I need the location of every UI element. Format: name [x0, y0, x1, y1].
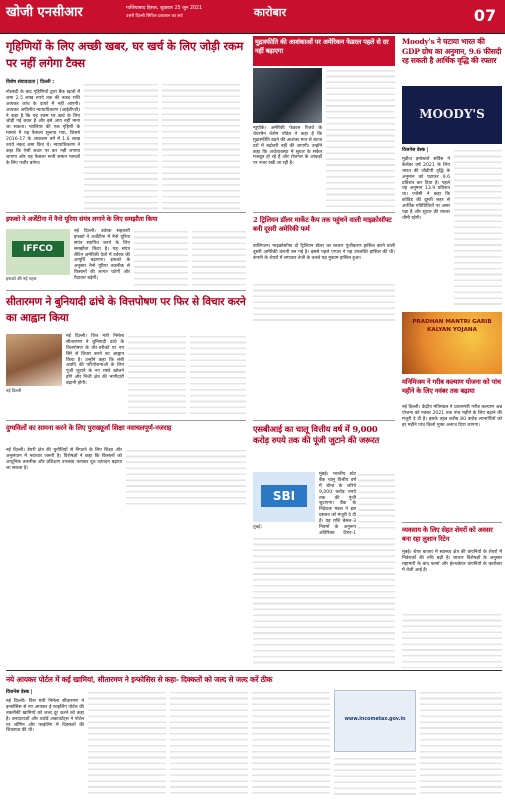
divider-sbi — [253, 420, 395, 421]
iffco-caption: इफको की नई पहल — [6, 277, 37, 282]
text-placeholder — [126, 448, 246, 508]
text-placeholder — [192, 229, 246, 287]
text-placeholder — [84, 82, 158, 210]
welfare-photo — [402, 312, 502, 374]
fed-headline: मुद्रास्फीति की आशंकाओं पर अमेरिकन फेडरल पहले से दर नहीं बढ़ाएगा — [255, 38, 389, 55]
welfare-headline: मनिमिजम ने गरीब कल्याण योजना को पांच महीने के लिए नवंबर तक बढ़ाया — [402, 378, 501, 395]
text-placeholder — [162, 82, 240, 210]
sitharaman-photo — [6, 334, 62, 386]
dairy-body-col-2 — [126, 448, 246, 508]
masthead-tagline: उत्तरी दिल्ली सिविल प्रकाशन का सर्व — [126, 14, 183, 19]
portal-body: नई दिल्ली। वित्त मंत्री निर्मला सीतारमण ने इन्फोसिस से नए आयकर ई-फाइलिंग पोर्टल की तकनीकी खामियों को जल्द दूर करने को कहा है। करदाताओं और चार्टर्ड अकाउंटेंट्स ने पोर्टल पर लॉगिन और फाइलिंग में दिक्कतों की शिकायत की थी। — [6, 699, 84, 734]
divider-sitharaman — [6, 290, 246, 291]
welfare-banner-text: PRADHAN MANTRI GARIB KALYAN YOJANA — [412, 319, 492, 333]
billionaires-body: वाशिंगटन। माइक्रोसॉफ्ट दो ट्रिलियन डॉलर का बाजार पूंजीकरण हासिल करने वाली दूसरी अमेरिकी कंपनी बन गई है। इससे पहले एप्पल ने यह उपलब्धि हासिल की थी। कंपनी के शेयरों में लगातार तेजी के चलते यह मुकाम हासिल हुआ। — [253, 244, 395, 261]
eggs-body: मुंबई। शेयर बाजार में स्वास्थ्य क्षेत्र की कंपनियों के शेयरों में निवेशकों की रुचि बढ़ी है। बाजार विशेषज्ञों के अनुसार महामारी के बाद फार्मा और हेल्थकेयर कंपनियों के कारोबार में तेजी आई है। — [402, 550, 502, 573]
fed-body-col-1 — [253, 126, 322, 208]
moodys-body-col-1 — [402, 157, 450, 307]
text-placeholder — [420, 690, 502, 797]
text-placeholder — [358, 472, 395, 532]
portal-body-col-5 — [334, 756, 416, 797]
tax-body-col-3 — [162, 82, 240, 210]
sitharaman-body: नई दिल्ली। वित्त मंत्री निर्मला सीतारमण ने बुनियादी ढांचे के वित्तपोषण के तौर-तरीकों पर नए सिरे से विचार करने का आह्वान किया है। उन्होंने कहा कि लंबी अवधि की परियोजनाओं के लिए पूंजी जुटाने के नए रास्ते खोजने होंगे और निजी क्षेत्र की भागीदारी बढ़ानी होगी। — [66, 334, 124, 386]
tax-body: नोटबंदी के बाद गृहिणियों द्वारा बैंक खातों में जमा 2.5 लाख रुपये तक की नकद राशि आयकर जांच के दायरे में नहीं आएगी। आयकर अपीलीय न्यायाधिकरण (आईटीएटी) ने कहा है कि यह रकम घर खर्च के लिए जोड़ी गई बचत है और इसे आय नहीं माना जा सकता। ग्वालियर की एक गृहिणी के मामले में यह फैसला सुनाया गया, जिसने 2016-17 के आकलन वर्ष में 1.6 लाख रुपये नकद जमा किए थे। न्यायाधिकरण ने कहा कि ऐसी बचत पर कर नहीं लगाया जाएगा और यह फैसला सभी समान मामलों के लिए नजीर बनेगा। — [6, 90, 80, 166]
eggs-body-col-2 — [402, 612, 502, 668]
masthead-date: गाजियाबाद हिसार, शुक्रवार 25 जून 2021 — [126, 6, 203, 11]
sitharaman-body-col-1 — [66, 334, 124, 414]
text-placeholder — [134, 229, 188, 287]
portal-web-url: www.incometax.gov.in — [344, 717, 406, 722]
sitharaman-body-col-2 — [128, 334, 186, 414]
portal-body-col-3 — [170, 690, 248, 797]
tax-headline: गृहिणियों के लिए अच्छी खबर, घर खर्च के लिए जोड़ी रकम पर नहीं लगेगा टैक्स — [6, 39, 244, 70]
iffco-body-col-1 — [74, 229, 130, 287]
dairy-headline: दुग्धविलों का सामना करने के लिए पुराख्यूर्जा शिक्षा नवाचलपूर्ण-नजराह — [6, 424, 172, 432]
tax-dateline: विशेष संवाददाता | दिल्ली : — [6, 80, 55, 85]
moodys-photo — [402, 86, 502, 144]
billionaires-body-col-2 — [253, 282, 395, 322]
portal-photo — [334, 690, 416, 752]
portal-dateline: विजनेस डेस्क | — [6, 690, 33, 695]
sitharaman-body-col-3 — [190, 334, 246, 414]
moodys-body-col-2 — [454, 148, 502, 307]
text-placeholder — [128, 334, 186, 414]
portal-body-col-6 — [420, 690, 502, 797]
moodys-dateline: विजनेस डेस्क | — [402, 148, 429, 153]
text-placeholder — [170, 690, 248, 797]
sbi-caption: मुंबई। — [253, 525, 262, 530]
iffco-headline: इफको ने अर्जेंटीना में नैनो यूरिया संयंत्र लगाने के लिए समझौता किया — [6, 215, 158, 223]
divider-portal — [6, 670, 502, 671]
dairy-body-col-1 — [6, 448, 122, 506]
billionaires-body-col-1 — [253, 244, 395, 280]
sbi-logo-text: SBI — [261, 485, 307, 507]
portal-body-col-1 — [6, 699, 84, 797]
text-placeholder — [326, 68, 395, 208]
tax-body-col-1 — [6, 90, 80, 210]
divider-eggs — [402, 522, 502, 523]
iffco-body-col-3 — [192, 229, 246, 287]
section-title: कारोबार — [253, 6, 287, 19]
iffco-body-col-2 — [134, 229, 188, 287]
portal-body-col-4 — [252, 690, 330, 797]
portal-headline: नये आयकर पोर्टल में कई खामियां, सीतारमण ने इन्फोसिस से कहा- दिक्कतों को जल्द से जल्द करें ठीक — [6, 675, 273, 684]
text-placeholder — [88, 690, 166, 797]
moodys-sign-text: MOODY'S — [419, 107, 485, 121]
iffco-body: नई दिल्ली। उर्वरक सहकारी इफको ने अर्जेंटीना में नैनो यूरिया संयंत्र स्थापित करने के लिए समझौता किया है। यह संयंत्र लैटिन अमेरिकी देशों में उर्वरक की आपूर्ति बढ़ाएगा। इफको के अनुसार नैनो यूरिया तकनीक से किसानों की लागत घटेगी और पैदावार बढ़ेगी। — [74, 229, 130, 281]
text-placeholder — [402, 612, 502, 668]
page-number: 07 — [473, 6, 497, 25]
text-placeholder — [253, 282, 395, 322]
dairy-body: नई दिल्ली। डेयरी क्षेत्र की चुनौतियों से निपटने के लिए शिक्षा और अनुसंधान में नवाचार जरूरी है। विशेषज्ञों ने कहा कि किसानों को आधुनिक तकनीक और प्रशिक्षण उपलब्ध कराकर दूध उत्पादन बढ़ाया जा सकता है। — [6, 448, 122, 471]
tax-body-col-2 — [84, 82, 158, 210]
moodys-body: मूडीज इन्वेस्टर्स सर्विस ने कैलेंडर वर्ष 2021 के लिए भारत की जीडीपी वृद्धि के अनुमान को घटाकर 9.6 प्रतिशत कर दिया है। पहले यह अनुमान 13.9 प्रतिशत था। एजेंसी ने कहा कि कोविड की दूसरी लहर से आर्थिक गतिविधियों पर असर पड़ा है और सुधार की रफ्तार धीमी रहेगी। — [402, 157, 450, 221]
text-placeholder — [253, 536, 395, 666]
text-placeholder — [252, 690, 330, 797]
fed-body: न्यूयॉर्क। अमेरिकी फेडरल रिजर्व के चेयरमैन जेरोम पॉवेल ने कहा है कि मुद्रास्फीति बढ़ने की आशंका मात्र से ब्याज दरों में बढ़ोतरी नहीं की जाएगी। उन्होंने कहा कि अर्थव्यवस्था में सुधार के संकेत मजबूत हो रहे हैं और रोजगार के आंकड़ों पर नजर रखी जा रही है। — [253, 126, 322, 167]
eggs-body-col-1 — [402, 550, 502, 610]
masthead — [0, 0, 505, 33]
masthead-brand: खोजी एनसीआर — [6, 5, 83, 20]
sbi-body-row-2 — [253, 536, 395, 666]
eggs-headline: व्यवसाय के लिए सेहत शेयरों को अवसर बना रहा लुशान रिटेन — [402, 526, 493, 543]
masthead-divider — [0, 33, 505, 34]
sbi-body-col-2 — [358, 472, 395, 532]
divider-dairy — [6, 420, 246, 421]
fed-body-col-2 — [326, 68, 395, 208]
divider-iffco — [6, 212, 246, 213]
fed-photo — [253, 68, 322, 123]
welfare-body: नई दिल्ली। केंद्रीय मंत्रिमंडल ने प्रधानमंत्री गरीब कल्याण अन्न योजना को नवंबर 2021 तक पांच महीने के लिए बढ़ाने की मंजूरी दे दी है। इसके तहत करीब 80 करोड़ लाभार्थियों को हर महीने पांच किलो मुफ्त अनाज दिया जाएगा। — [402, 405, 502, 428]
sbi-body: मुंबई। भारतीय स्टेट बैंक चालू वित्तीय वर्ष में बॉन्ड के जरिये 9,000 करोड़ रुपये तक की पूंजी जुटाएगा। बैंक के निदेशक मंडल ने इस प्रस्ताव को मंजूरी दे दी है। यह राशि बेसल-3 नियमों के अनुरूप अतिरिक्त टियर-1 — [319, 472, 356, 536]
text-placeholder — [190, 334, 246, 414]
iffco-logo-photo — [6, 229, 70, 275]
text-placeholder — [334, 756, 416, 797]
portal-body-col-2 — [88, 690, 166, 797]
moodys-headline: Moody's ने घटाया भारत की GDP ग्रोथ का अनुमान, 9.6 फीसदी रह सकती है आर्थिक वृद्धि की रफ्तार — [402, 37, 502, 65]
sbi-body-col-1 — [319, 472, 356, 536]
text-placeholder — [454, 148, 502, 307]
sitharaman-caption: नई दिल्ली — [6, 389, 22, 394]
divider-billionaires — [253, 212, 395, 213]
sbi-headline: एसबीआई का चालू वित्तीय वर्ष में 9,000 करोड़ रुपये तक की पूंजी जुटाने की जरूरत — [253, 424, 380, 445]
iffco-logo-text: IFFCO — [12, 241, 64, 257]
sbi-photo — [253, 472, 315, 522]
sitharaman-headline: सीतारमण ने बुनियादी ढांचे के वित्तपोषण पर फिर से विचार करने का आह्वान किया — [6, 296, 246, 324]
billionaires-headline: 2 ट्रिलियन डॉलर मार्केट कैप तक पहुंचने वाली माइक्रोसॉफ्ट बनी दूसरी अमेरिकी फर्म — [253, 216, 392, 233]
